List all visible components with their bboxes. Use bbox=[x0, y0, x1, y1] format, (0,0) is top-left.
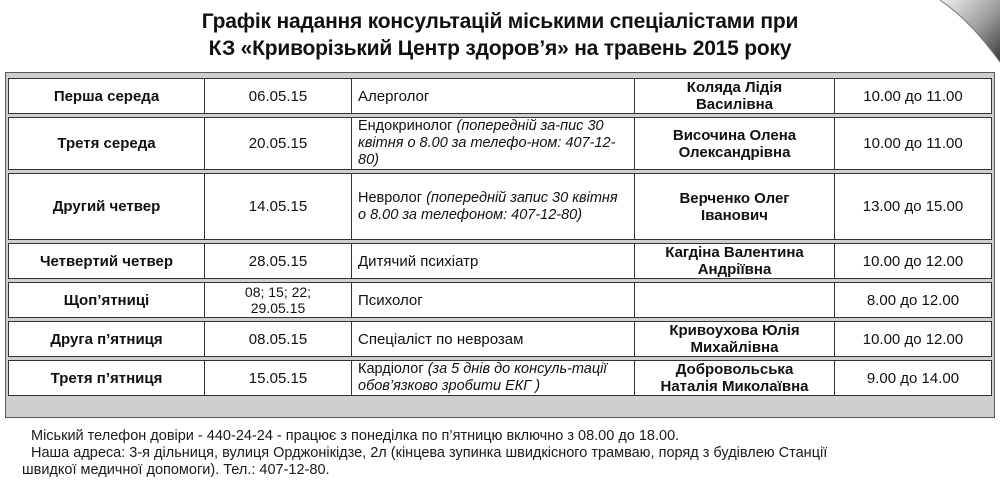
doctor-name-line-1: Коляда Лідія bbox=[686, 79, 783, 96]
time-cell: 8.00 до 12.00 bbox=[835, 282, 992, 318]
doctor-name-line-2: Андріївна bbox=[697, 261, 772, 278]
day-cell: Третя середа bbox=[8, 117, 205, 170]
table-row bbox=[8, 321, 992, 357]
time-cell: 13.00 до 15.00 bbox=[835, 173, 992, 240]
day-cell: Друга п’ятниця bbox=[8, 321, 205, 357]
table-row bbox=[8, 243, 992, 279]
specialist-note: (попередній запис 30 квітня о 8.00 за телефоном: 407-12-80) bbox=[358, 189, 618, 223]
doctor-cell bbox=[635, 173, 835, 240]
specialist-cell bbox=[352, 321, 635, 357]
footer-hotline: Міський телефон довіри - 440-24-24 - працює з понеділка по п’ятницю включно з 08.00 до 18.00. bbox=[31, 428, 680, 444]
day-cell: Другий четвер bbox=[8, 173, 205, 240]
specialist-cell bbox=[352, 78, 635, 114]
doctor-name-line-2: Олександрівна bbox=[678, 143, 791, 161]
specialist-cell bbox=[352, 282, 635, 318]
doctor-cell bbox=[635, 243, 835, 279]
day-cell: Четвертий четвер bbox=[8, 243, 205, 279]
table-row bbox=[8, 360, 992, 396]
day-cell: Третя п’ятниця bbox=[8, 360, 205, 396]
doctor-cell bbox=[635, 117, 835, 170]
date-cell: 08.05.15 bbox=[205, 321, 352, 357]
doctor-name-line-1: Верченко Олег bbox=[679, 189, 790, 207]
specialist-name: Ендокринолог bbox=[358, 118, 457, 134]
day-cell: Щоп’ятниці bbox=[8, 282, 205, 318]
time-cell: 10.00 до 11.00 bbox=[835, 78, 992, 114]
doctor-cell bbox=[635, 78, 835, 114]
date-cell: 20.05.15 bbox=[205, 117, 352, 170]
doctor-name-line-2: Іванович bbox=[701, 206, 768, 224]
specialist-cell bbox=[352, 360, 635, 396]
footer-address-cont: швидкої медичної допомоги). Тел.: 407-12-80. bbox=[22, 462, 330, 478]
time-cell: 9.00 до 14.00 bbox=[835, 360, 992, 396]
title-line-2: КЗ «Криворізький Центр здоров’я» на травень 2015 року bbox=[208, 37, 792, 60]
specialist-cell bbox=[352, 117, 635, 170]
specialist-name: Кардіолог bbox=[358, 361, 428, 377]
date-cell: 06.05.15 bbox=[205, 78, 352, 114]
title-line-1: Графік надання консультацій міськими спеціалістами при bbox=[201, 10, 799, 33]
doctor-name-line-1: Кривоухова Юлія bbox=[669, 322, 800, 339]
doctor-name-line-2: Михайлівна bbox=[690, 339, 779, 356]
specialist-name: Психолог bbox=[358, 291, 423, 309]
specialist-cell bbox=[352, 243, 635, 279]
doctor-name-line-1: Височина Олена bbox=[672, 126, 797, 144]
table-row bbox=[8, 173, 992, 240]
time-cell: 10.00 до 11.00 bbox=[835, 117, 992, 170]
doctor-name-line-2: Наталія Миколаївна bbox=[660, 378, 809, 395]
doctor-name-line-1: Добровольська bbox=[675, 361, 794, 378]
schedule-table bbox=[8, 75, 992, 399]
time-cell: 10.00 до 12.00 bbox=[835, 321, 992, 357]
specialist-name: Алерголог bbox=[358, 87, 430, 105]
doctor-name-line-2: Василівна bbox=[695, 96, 774, 113]
time-cell: 10.00 до 12.00 bbox=[835, 243, 992, 279]
date-cell: 08; 15; 22; 29.05.15 bbox=[205, 282, 352, 318]
footer-address: Наша адреса: 3-я дільниця, вулиця Орджонікідзе, 2л (кінцева зупинка швидкісного трамваю, поряд з будівлею Станції bbox=[31, 445, 828, 461]
specialist-note: (попередній за-пис 30 квітня о 8.00 за телефо-ном: 407-12-80) bbox=[358, 118, 616, 168]
table-row bbox=[8, 282, 992, 318]
doctor-cell bbox=[635, 321, 835, 357]
table-row bbox=[8, 117, 992, 170]
page-title bbox=[0, 8, 1000, 62]
date-cell: 28.05.15 bbox=[205, 243, 352, 279]
date-cell: 14.05.15 bbox=[205, 173, 352, 240]
doctor-cell bbox=[635, 360, 835, 396]
footer-info bbox=[22, 428, 997, 479]
schedule-body bbox=[8, 78, 992, 396]
day-cell: Перша середа bbox=[8, 78, 205, 114]
doctor-name-line-1: Кагдіна Валентина bbox=[665, 244, 804, 261]
page-curl-decoration bbox=[880, 0, 1000, 70]
specialist-cell bbox=[352, 173, 635, 240]
specialist-note: (за 5 днів до консуль-тації обов’язково зробити ЕКГ ) bbox=[358, 361, 607, 394]
date-cell: 15.05.15 bbox=[205, 360, 352, 396]
specialist-name: Дитячий психіатр bbox=[358, 252, 479, 270]
table-row bbox=[8, 78, 992, 114]
doctor-cell bbox=[635, 282, 835, 318]
specialist-name: Спеціаліст по неврозам bbox=[358, 330, 524, 348]
specialist-name: Невролог bbox=[358, 189, 427, 206]
